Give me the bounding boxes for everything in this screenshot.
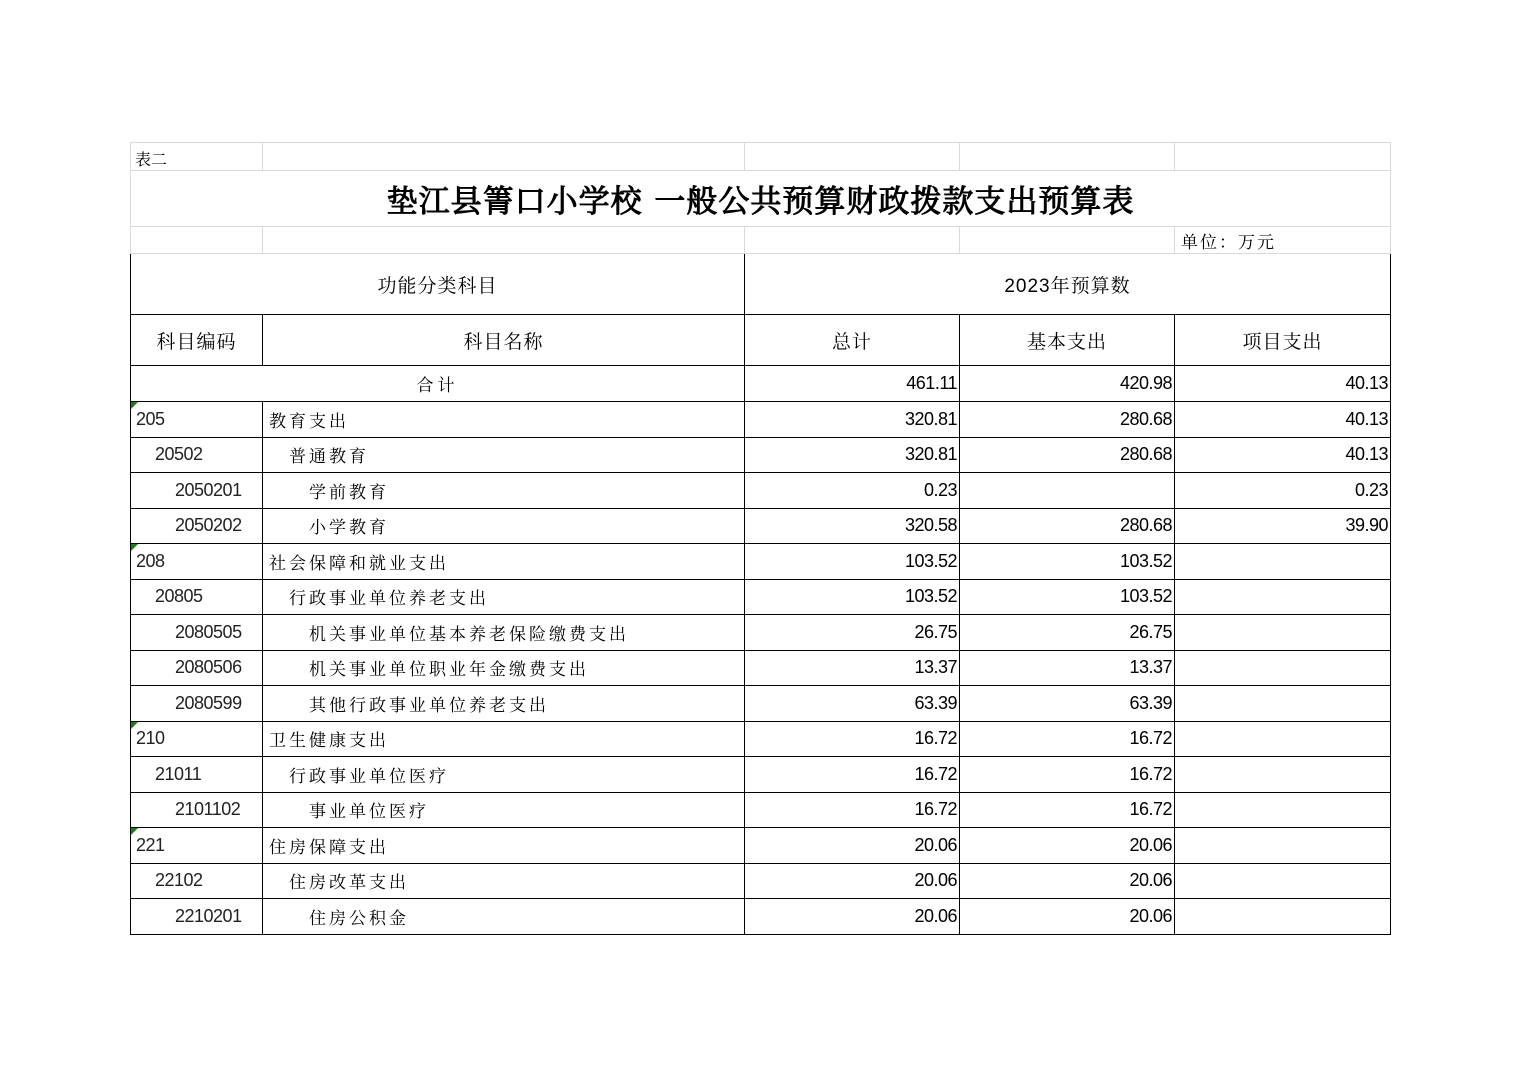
row-code: 210 [131,721,263,757]
row-basic: 13.37 [960,650,1175,686]
table-row [131,437,1391,473]
row-basic: 280.68 [960,402,1175,438]
row-basic [960,473,1175,509]
row-total: 16.72 [745,792,960,828]
row-basic: 26.75 [960,615,1175,651]
table-row [131,615,1391,651]
row-project: 40.13 [1175,437,1391,473]
row-code: 2080599 [131,686,263,722]
cell-comment-marker-icon [131,722,138,729]
row-code: 20502 [131,437,263,473]
row-project [1175,757,1391,793]
row-project [1175,686,1391,722]
table-row [131,899,1391,935]
row-name: 行政事业单位医疗 [263,757,745,793]
header-function-classification: 功能分类科目 [131,254,745,315]
table-row [131,402,1391,438]
row-name: 机关事业单位基本养老保险缴费支出 [263,615,745,651]
total-row [131,366,1391,402]
row-name: 教育支出 [263,402,745,438]
table-row [131,508,1391,544]
header-total: 总计 [745,315,960,366]
header-budget-2023: 2023年预算数 [745,254,1391,315]
row-name: 卫生健康支出 [263,721,745,757]
total-basic-amount: 420.98 [960,366,1175,402]
row-project [1175,579,1391,615]
row-basic: 103.52 [960,579,1175,615]
unit-row [131,227,1391,254]
row-basic: 20.06 [960,828,1175,864]
row-name: 小学教育 [263,508,745,544]
header-project: 项目支出 [1175,315,1391,366]
row-name: 住房公积金 [263,899,745,935]
row-project [1175,650,1391,686]
row-code: 2101102 [131,792,263,828]
row-project: 40.13 [1175,402,1391,438]
cell-comment-marker-icon [131,828,138,835]
row-total: 103.52 [745,544,960,580]
row-project: 39.90 [1175,508,1391,544]
row-total: 103.52 [745,579,960,615]
table-row [131,792,1391,828]
row-name: 行政事业单位养老支出 [263,579,745,615]
row-basic: 280.68 [960,508,1175,544]
cell-comment-marker-icon [131,544,138,551]
header-basic: 基本支出 [960,315,1175,366]
table-row [131,757,1391,793]
row-code: 208 [131,544,263,580]
row-project [1175,899,1391,935]
row-total: 16.72 [745,757,960,793]
table-row [131,863,1391,899]
header-column-row [131,315,1391,366]
row-code: 2210201 [131,899,263,935]
row-name: 机关事业单位职业年金缴费支出 [263,650,745,686]
row-name: 普通教育 [263,437,745,473]
row-project: 0.23 [1175,473,1391,509]
row-name: 住房改革支出 [263,863,745,899]
header-group-row [131,254,1391,315]
total-label: 合计 [131,366,745,402]
row-project [1175,544,1391,580]
table-row [131,579,1391,615]
row-basic: 103.52 [960,544,1175,580]
row-total: 26.75 [745,615,960,651]
row-code: 2050202 [131,508,263,544]
row-name: 住房保障支出 [263,828,745,864]
table-row [131,686,1391,722]
row-basic: 16.72 [960,757,1175,793]
row-name: 其他行政事业单位养老支出 [263,686,745,722]
row-basic: 280.68 [960,437,1175,473]
row-project [1175,792,1391,828]
row-code: 20805 [131,579,263,615]
row-project [1175,721,1391,757]
row-name: 社会保障和就业支出 [263,544,745,580]
table-row [131,544,1391,580]
row-total: 320.81 [745,402,960,438]
total-project-amount: 40.13 [1175,366,1391,402]
row-total: 320.58 [745,508,960,544]
row-total: 20.06 [745,828,960,864]
row-name: 事业单位医疗 [263,792,745,828]
label-row [131,143,1391,171]
table-label: 表二 [131,143,263,171]
row-basic: 63.39 [960,686,1175,722]
row-basic: 20.06 [960,899,1175,935]
table-row [131,650,1391,686]
table-row [131,721,1391,757]
row-project [1175,863,1391,899]
row-code: 221 [131,828,263,864]
page-title: 垫江县箐口小学校 一般公共预算财政拨款支出预算表 [131,171,1391,227]
row-code: 2080505 [131,615,263,651]
row-basic: 16.72 [960,721,1175,757]
row-code: 22102 [131,863,263,899]
row-total: 20.06 [745,863,960,899]
row-project [1175,615,1391,651]
table-row [131,828,1391,864]
row-name: 学前教育 [263,473,745,509]
row-total: 13.37 [745,650,960,686]
row-code: 2050201 [131,473,263,509]
row-project [1175,828,1391,864]
total-amount: 461.11 [745,366,960,402]
budget-table [130,142,1391,935]
row-basic: 16.72 [960,792,1175,828]
row-total: 16.72 [745,721,960,757]
header-code: 科目编码 [131,315,263,366]
row-code: 21011 [131,757,263,793]
title-row [131,171,1391,227]
row-total: 20.06 [745,899,960,935]
row-total: 320.81 [745,437,960,473]
row-code: 2080506 [131,650,263,686]
table-row [131,473,1391,509]
unit-label: 单位：万元 [1175,227,1391,254]
row-total: 0.23 [745,473,960,509]
header-name: 科目名称 [263,315,745,366]
row-code: 205 [131,402,263,438]
cell-comment-marker-icon [131,402,138,409]
row-total: 63.39 [745,686,960,722]
row-basic: 20.06 [960,863,1175,899]
